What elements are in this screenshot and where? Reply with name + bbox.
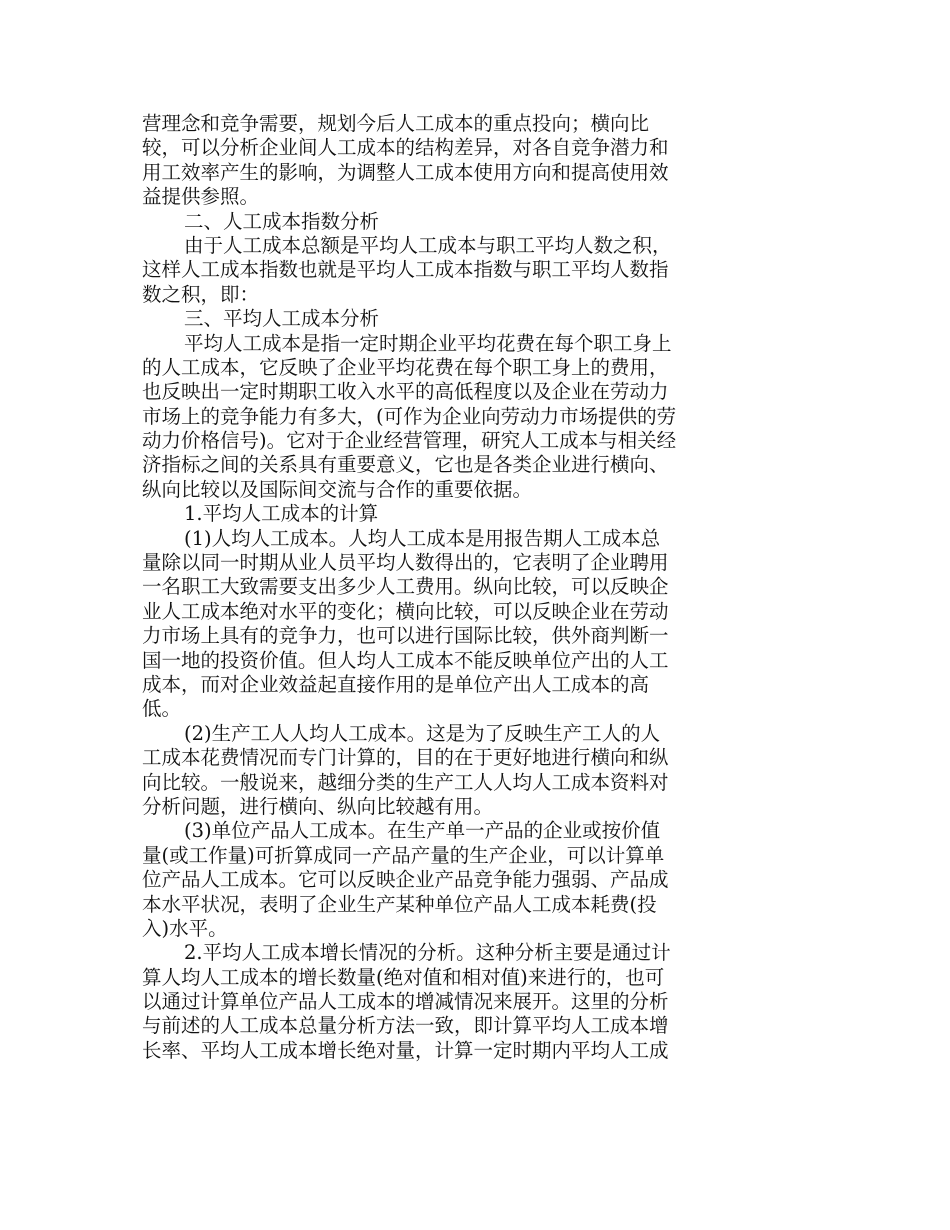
text-line: 国一地的投资价值。但人均人工成本不能反映单位产出的人工 bbox=[142, 648, 669, 672]
text-line: 用工效率产生的影响，为调整人工成本使用方向和提高使用效 bbox=[142, 160, 669, 184]
text-line: 三、平均人工成本分析 bbox=[184, 307, 380, 331]
text-line: 入)水平。 bbox=[142, 916, 228, 940]
text-line: (3)单位产品人工成本。在生产单一产品的企业或按价值 bbox=[184, 819, 661, 843]
text-line: 量(或工作量)可折算成同一产品产量的生产企业，可以计算单 bbox=[142, 843, 665, 867]
text-line: 业人工成本绝对水平的变化；横向比较，可以反映企业在劳动 bbox=[142, 599, 669, 623]
text-line: 本水平状况，表明了企业生产某种单位产品人工成本耗费(投 bbox=[142, 892, 657, 916]
text-line: 纵向比较以及国际间交流与合作的重要依据。 bbox=[142, 477, 533, 501]
text-line: 2.平均人工成本增长情况的分析。这种分析主要是通过计 bbox=[184, 941, 671, 965]
text-line: 长率、平均人工成本增长绝对量，计算一定时期内平均人工成 bbox=[142, 1038, 669, 1062]
text-line: 工成本花费情况而专门计算的，目的在于更好地进行横向和纵 bbox=[142, 746, 669, 770]
text-line: 由于人工成本总额是平均人工成本与职工平均人数之积， bbox=[184, 233, 672, 257]
text-line: 益提供参照。 bbox=[142, 185, 260, 209]
text-line: 的人工成本，它反映了企业平均花费在每个职工身上的费用， bbox=[142, 355, 669, 379]
text-line: (1)人均人工成本。人均人工成本是用报告期人工成本总 bbox=[184, 526, 661, 550]
text-line: 济指标之间的关系具有重要意义，它也是各类企业进行横向、 bbox=[142, 453, 669, 477]
text-line: 这样人工成本指数也就是平均人工成本指数与职工平均人数指 bbox=[142, 258, 669, 282]
text-line: 动力价格信号)。它对于企业经营管理，研究人工成本与相关经 bbox=[142, 429, 677, 453]
text-line: 量除以同一时期从业人员平均人数得出的，它表明了企业聘用 bbox=[142, 551, 669, 575]
text-line: 二、人工成本指数分析 bbox=[184, 209, 380, 233]
text-line: 成本，而对企业效益起直接作用的是单位产出人工成本的高 bbox=[142, 672, 650, 696]
text-line: 分析问题，进行横向、纵向比较越有用。 bbox=[142, 794, 494, 818]
text-line: 以通过计算单位产品人工成本的增减情况来展开。这里的分析 bbox=[142, 990, 669, 1014]
text-line: 算人均人工成本的增长数量(绝对值和相对值)来进行的，也可 bbox=[142, 965, 665, 989]
text-line: 1.平均人工成本的计算 bbox=[184, 502, 379, 526]
text-line: 一名职工大致需要支出多少人工费用。纵向比较，可以反映企 bbox=[142, 575, 669, 599]
text-line: 力市场上具有的竞争力，也可以进行国际比较，供外商判断一 bbox=[142, 624, 669, 648]
text-line: 与前述的人工成本总量分析方法一致，即计算平均人工成本增 bbox=[142, 1014, 669, 1038]
text-line: 低。 bbox=[142, 697, 182, 721]
text-line: 数之积，即： bbox=[142, 282, 260, 306]
text-line: 向比较。一般说来，越细分类的生产工人人均人工成本资料对 bbox=[142, 770, 669, 794]
text-line: (2)生产工人人均人工成本。这是为了反映生产工人的人 bbox=[184, 721, 661, 745]
document-body bbox=[142, 112, 752, 1063]
text-line: 平均人工成本是指一定时期企业平均花费在每个职工身上 bbox=[184, 331, 672, 355]
text-line: 也反映出一定时期职工收入水平的高低程度以及企业在劳动力 bbox=[142, 380, 669, 404]
text-line: 市场上的竞争能力有多大，(可作为企业向劳动力市场提供的劳 bbox=[142, 404, 677, 428]
text-line: 营理念和竞争需要，规划今后人工成本的重点投向；横向比 bbox=[142, 112, 650, 135]
text-line: 较，可以分析企业间人工成本的结构差异，对各自竞争潜力和 bbox=[142, 136, 669, 160]
text-line: 位产品人工成本。它可以反映企业产品竞争能力强弱、产品成 bbox=[142, 868, 669, 892]
